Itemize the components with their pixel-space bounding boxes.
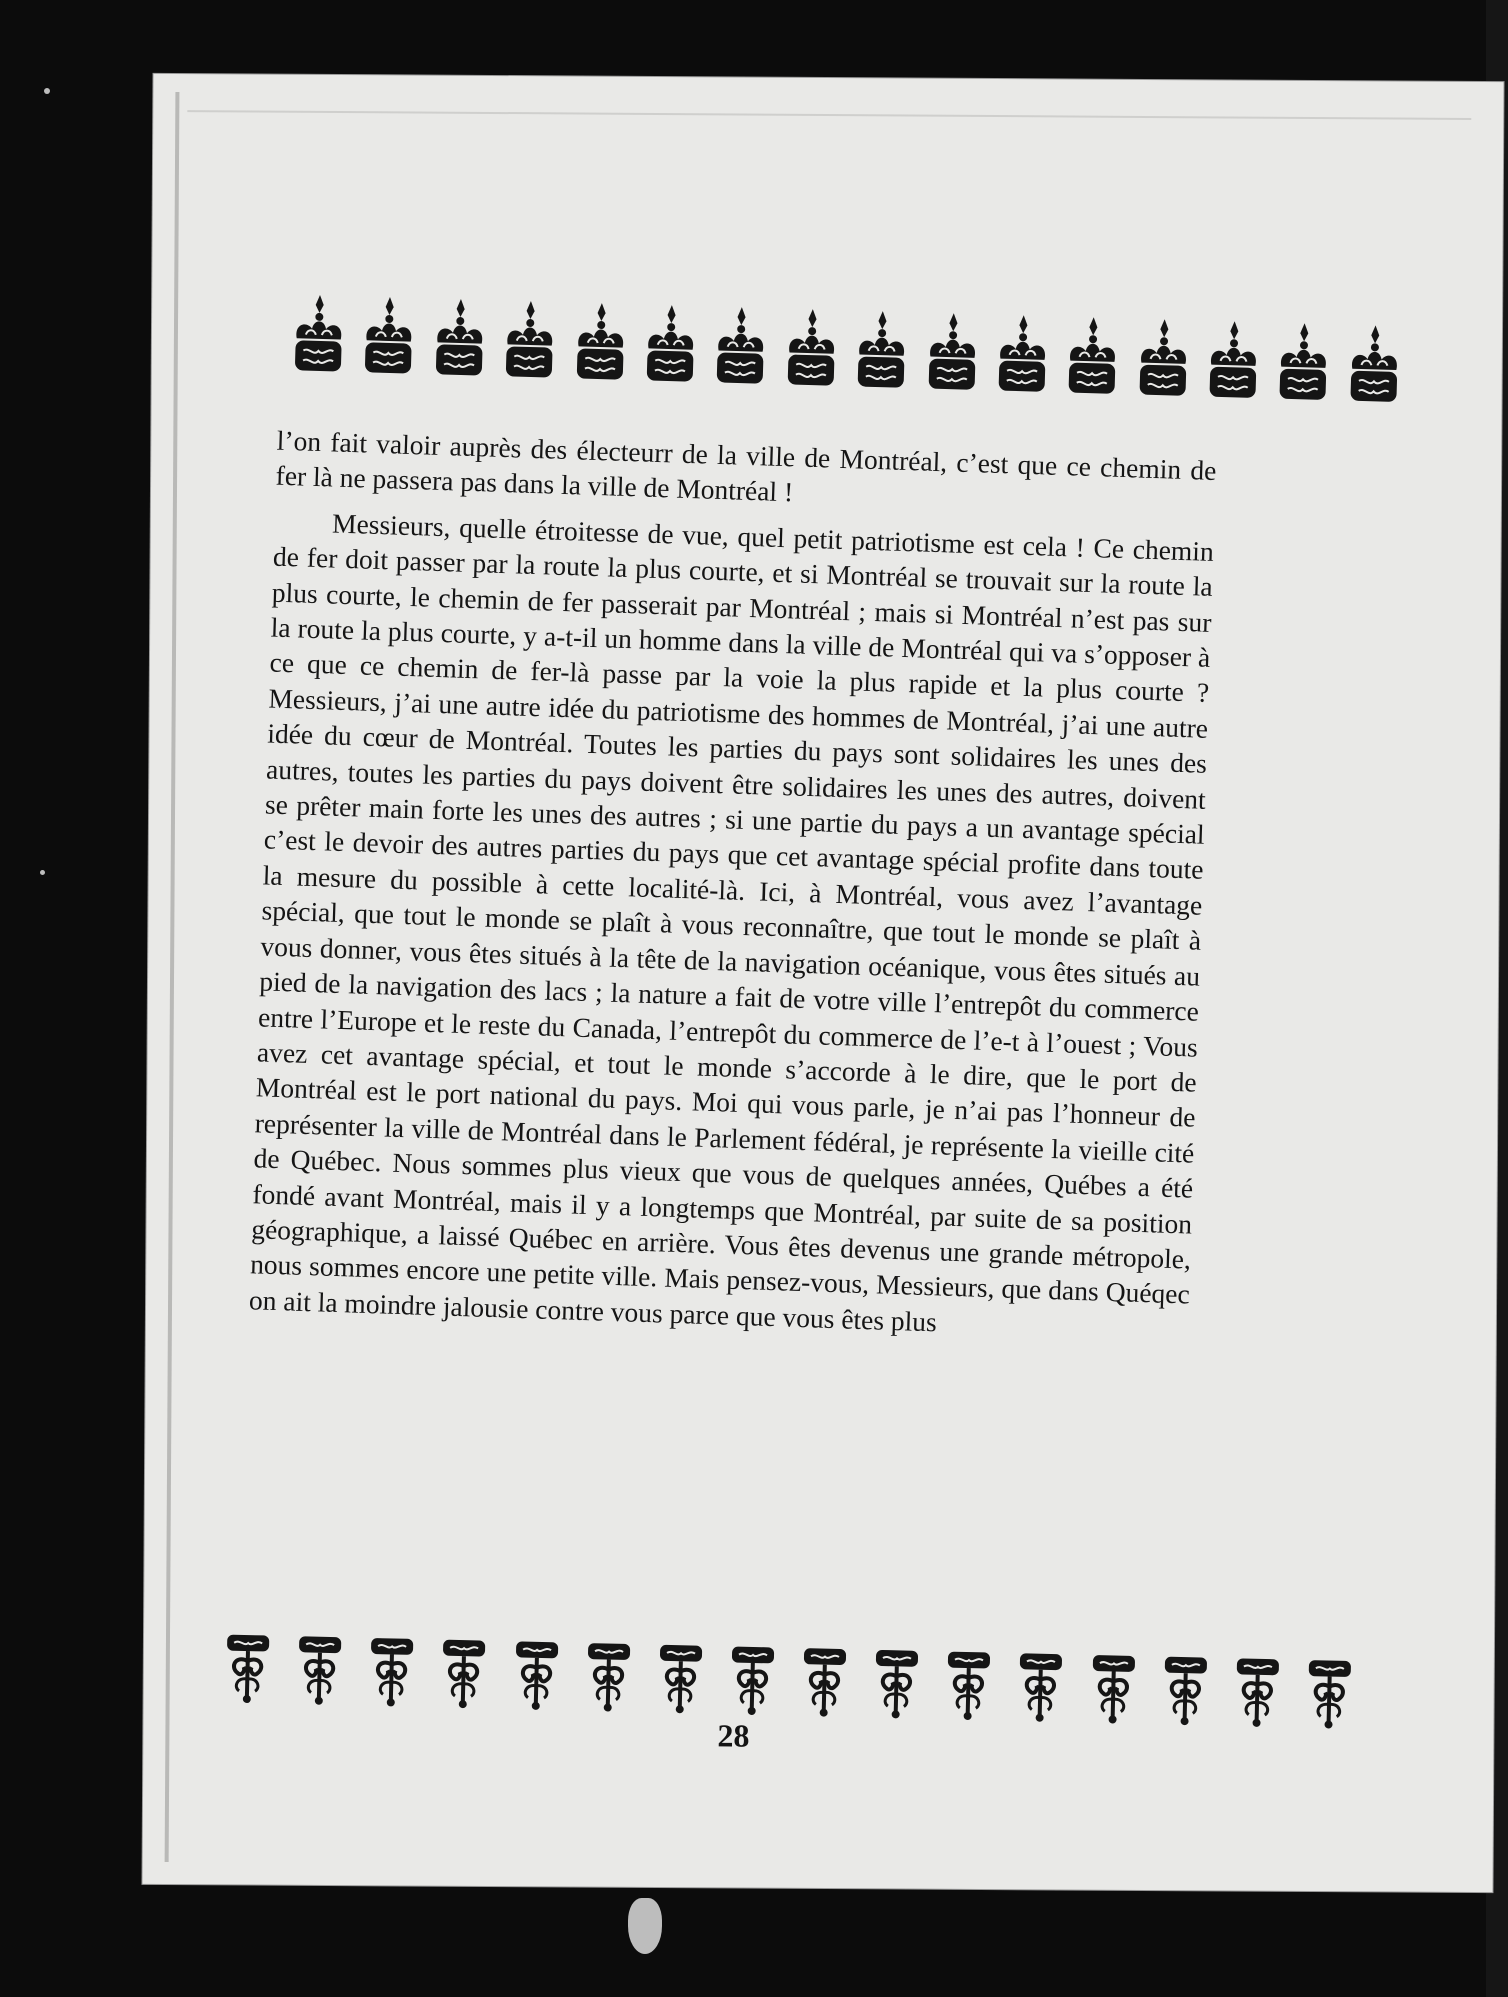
hanging-fleuron-icon <box>223 1632 273 1705</box>
page-fold-line <box>165 92 180 1862</box>
hanging-fleuron-icon <box>800 1646 850 1719</box>
crown-fleuron-icon <box>713 304 769 388</box>
crown-fleuron-icon <box>291 292 347 376</box>
hanging-fleuron-icon <box>1088 1653 1138 1726</box>
hanging-fleuron-icon <box>367 1636 417 1709</box>
crown-fleuron-icon <box>1276 321 1332 405</box>
film-speck <box>628 1898 662 1954</box>
crown-fleuron-icon <box>643 302 699 386</box>
hanging-fleuron-icon <box>511 1639 561 1712</box>
crown-fleuron-icon <box>1135 316 1191 400</box>
hanging-fleuron-icon <box>1232 1656 1282 1729</box>
hanging-fleuron-icon <box>655 1643 705 1716</box>
crown-fleuron-icon <box>502 298 558 382</box>
hanging-fleuron-icon <box>295 1634 345 1707</box>
crown-fleuron-icon <box>854 308 910 392</box>
paragraph: Messieurs, quelle étroitesse de vue, quel petit patriotisme est cela ! Ce chemin de fer doit passer par la route la plus courte, et si Montréal se trouvait sur la route la plus courte, le chemin de fer passerait par Montréal ; mais si Montréal n’est pas sur la route la plus courte, y a-t-il un homme dans la ville de Montréal qui va s’opposer à ce que ce chemin de fer-là passe par la voie la plus rapide et la plus courte ? Messieurs, j’ai une autre idée du patriotisme des hommes de Montréal, j’ai une autre idée du cœur de Montréal. Toutes les parties du pays sont solidaires les unes des autres, toutes les parties du pays doivent être solidaires les unes des autres, doivent se prêter main forte les unes des autres ; si une partie du pays a un avantage spécial c’est le devoir des autres parties du pays que cet avantage spécial profite dans toute la mesure du possible à cette localité-là. Ici, à Montréal, vous avez l’avantage spécial, que tout le monde se plaît à vous reconnaître, que tout le monde se plaît à vous donner, vous êtes situés à la tête de la navigation océanique, vous êtes situés au pied de la navigation des lacs ; la nature a fait de votre ville l’entrepôt du commerce entre l’Europe et le reste du Canada, l’entrepôt du commerce de l’e-t à l’ouest ; Vous avez cet avantage spécial, et tout le monde s’accorde à le dire, que le port de Montréal est le port national du pays. Moi qui vous parle, je n’ai pas l’honneur de représenter la ville de Montréal dans le Parlement fédéral, je représente la vieille cité de Québec. Nous sommes plus vieux que vous de quelques années, Québes a été fondé avant Montréal, mais il y a longtemps que Montréal, par suite de sa position géographique, a laissé Québec en arrière. Vous êtes devenus une grande métropole, nous sommes encore une petite ville. Mais pensez-vous, Messieurs, que dans Quéqec on ait la moindre jalousie contre vous parce que vous êtes plus <box>248 507 1215 1338</box>
page-top-edge <box>187 110 1471 120</box>
bottom-ornament-border <box>223 1595 1355 1732</box>
crown-fleuron-icon <box>361 294 417 378</box>
hanging-fleuron-icon <box>439 1638 489 1711</box>
hanging-fleuron-icon <box>1304 1658 1354 1731</box>
crown-fleuron-icon <box>1205 319 1261 403</box>
hanging-fleuron-icon <box>583 1641 633 1714</box>
crown-fleuron-icon <box>924 310 980 394</box>
book-page <box>142 74 1503 1892</box>
paragraph-continued: l’on fait valoir auprès des électeurr de la ville de Montréal, c’est que ce chemin de fer là ne passera pas dans la ville de Montréal ! <box>275 424 1217 508</box>
crown-fleuron-icon <box>783 306 839 390</box>
film-speck <box>40 870 45 875</box>
crown-fleuron-icon <box>994 312 1050 396</box>
hanging-fleuron-icon <box>872 1648 922 1721</box>
crown-fleuron-icon <box>1065 314 1121 398</box>
body-text <box>249 423 1217 1348</box>
page-number: 28 <box>717 1717 750 1754</box>
hanging-fleuron-icon <box>1016 1651 1066 1724</box>
top-ornament-border <box>291 274 1403 406</box>
crown-fleuron-icon <box>431 296 487 380</box>
crown-fleuron-icon <box>572 300 628 384</box>
hanging-fleuron-icon <box>944 1649 994 1722</box>
hanging-fleuron-icon <box>727 1644 777 1717</box>
crown-fleuron-icon <box>1346 323 1402 407</box>
film-speck <box>44 88 50 94</box>
hanging-fleuron-icon <box>1160 1655 1210 1728</box>
